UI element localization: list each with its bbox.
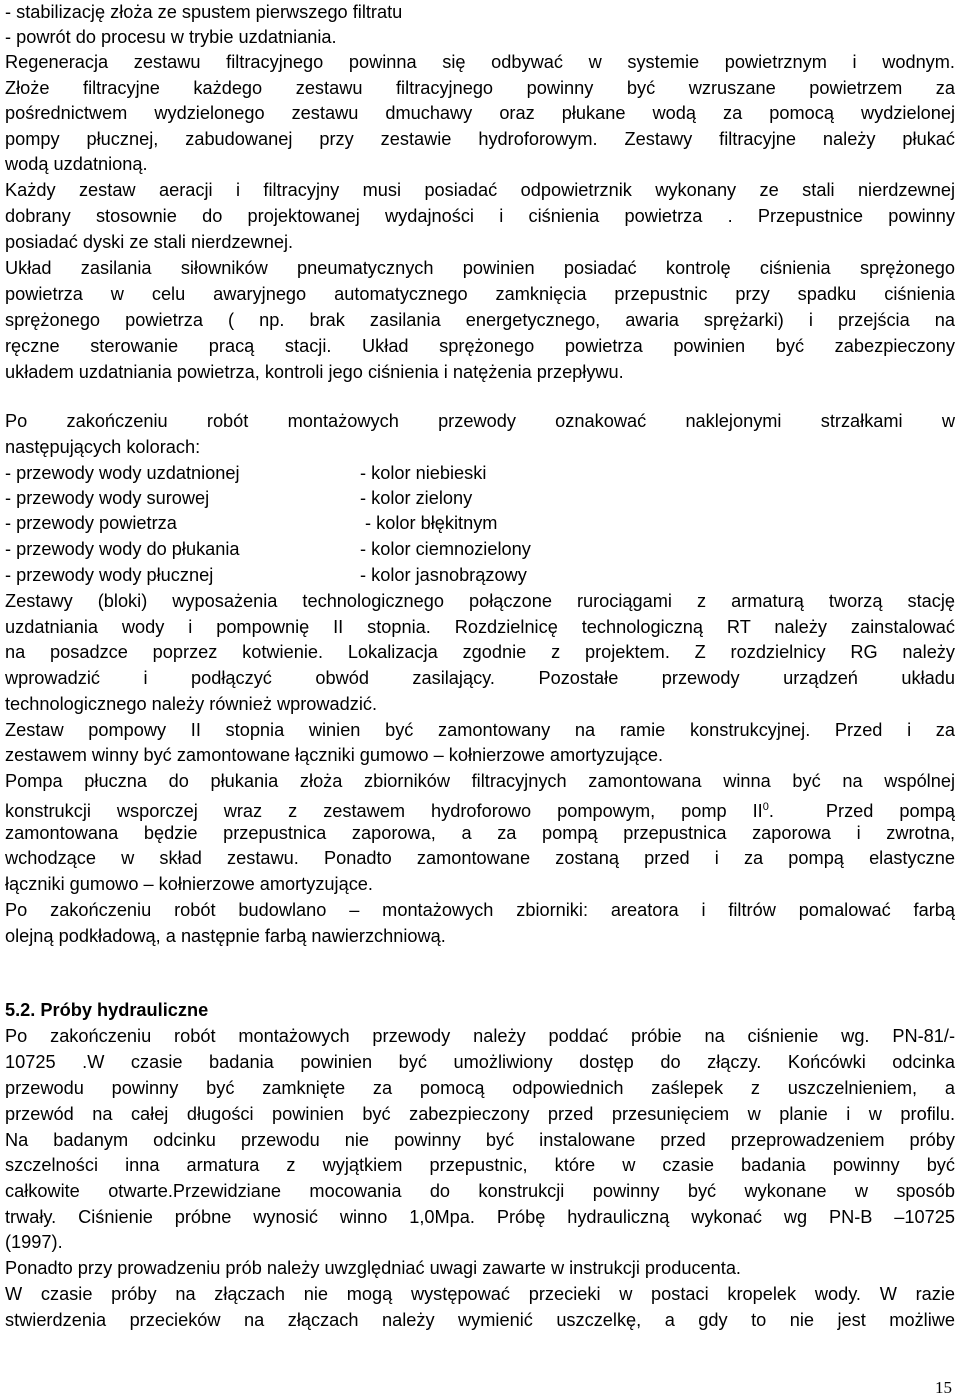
text-line: zamontowana będzie przepustnica zaporowa, a za pompą przepustnica zaporowa i zwrotna,: [5, 823, 955, 843]
section-title: Próby hydrauliczne: [40, 1000, 209, 1020]
section-number: 5.2.: [5, 1000, 36, 1020]
color-list-item: [5, 487, 955, 509]
pipe-color: - kolor błękitnym: [360, 513, 498, 533]
pipe-name: - przewody wody uzdatnionej: [5, 463, 240, 483]
text-line: posiadać dyski ze stali nierdzewnej.: [5, 232, 294, 252]
text-line: łączniki gumowo – kołnierzowe amortyzujące.: [5, 874, 373, 894]
text-line: olejną podkładową, a następnie farbą nawierzchniową.: [5, 926, 446, 946]
text-line: pośrednictwem wydzielonego zestawu dmuchawy oraz płukane wodą za pomocą wydzielonej: [5, 103, 955, 123]
text-line: dobrany stosownie do projektowanej wydajności i ciśnienia powietrza . Przepustnice powinny: [5, 206, 955, 226]
text-line: sprężonego powietrza ( np. brak zasilania energetycznego, awaria sprężarki) i przejścia na: [5, 310, 955, 330]
text-line: przewodu powinny być zamknięte za pomocą odpowiednich zaślepek z uszczelnieniem, a: [5, 1078, 955, 1098]
text-line: Układ zasilania siłowników pneumatycznych powinien posiadać kontrolę ciśnienia sprężonego: [5, 258, 955, 278]
superscript: 0: [762, 801, 769, 813]
pipe-color: - kolor ciemnozielony: [360, 539, 531, 559]
text-line: trwały. Ciśnienie próbne wynosić winno 1,0Mpa. Próbę hydrauliczną wykonać wg PN-B –10725: [5, 1207, 955, 1227]
text-line: - powrót do procesu w trybie uzdatniania.: [5, 27, 337, 47]
text-line: Po zakończeniu robót montażowych przewody oznakować naklejonymi strzałkami w: [5, 411, 955, 431]
pipe-name: - przewody powietrza: [5, 513, 177, 533]
text-line: [5, 796, 955, 822]
text-segment: konstrukcji wsporczej wraz z zestawem hydroforowo pompowym, pomp II: [5, 801, 763, 822]
color-list-item: [5, 512, 955, 534]
text-line: przewód na całej długości powinien być zabezpieczony przed przesunięciem w planie i w profilu.: [5, 1104, 955, 1124]
text-line: Pompa płuczna do płukania złoża zbiorników filtracyjnych zamontowana winna być na wspólnej: [5, 771, 955, 791]
text-line: stwierdzenia przecieków na złączach należy wymienić uszczelkę, a gdy to nie jest możliwe: [5, 1310, 955, 1330]
text-line: następujących kolorach:: [5, 437, 201, 457]
pipe-color: - kolor jasnobrązowy: [360, 565, 527, 585]
text-line: Ponadto przy prowadzeniu prób należy uwzględniać uwagi zawarte w instrukcji producenta.: [5, 1258, 741, 1278]
text-line: zestawem winny być zamontowane łączniki gumowo – kołnierzowe amortyzujące.: [5, 745, 664, 765]
color-list-item: [5, 564, 955, 586]
text-line: Każdy zestaw aeracji i filtracyjny musi posiadać odpowietrznik wykonany ze stali nierdzewnej: [5, 180, 955, 200]
text-line: Po zakończeniu robót montażowych przewody należy poddać próbie na ciśnienie wg. PN-81/-: [5, 1026, 955, 1046]
text-line: uzdatniania wody i pompownię II stopnia. Rozdzielnicę technologiczną RT należy zainstalować: [5, 617, 955, 637]
text-line: pompy płucznej, zabudowanej przy zestawie hydroforowym. Zestawy filtracyjne należy płukać: [5, 129, 955, 149]
pipe-name: - przewody wody surowej: [5, 488, 210, 508]
text-line: na posadzce poprzez kotwienie. Lokalizacja zgodnie z projektem. Z rozdzielnicy RG należy: [5, 642, 955, 662]
section-heading: [5, 999, 955, 1021]
text-line: wchodzące w skład zestawu. Ponadto zamontowane zostaną przed i za pompą elastyczne: [5, 848, 955, 868]
pipe-color: - kolor niebieski: [360, 463, 487, 483]
page-number: 15: [935, 1378, 952, 1397]
text-line: ręczne sterowanie pracą stacji. Układ sprężonego powietrza powinien być zabezpieczony: [5, 336, 955, 356]
text-line: technologicznego należy również wprowadzić.: [5, 694, 378, 714]
text-line: - stabilizację złoża ze spustem pierwszego filtratu: [5, 2, 403, 22]
text-line: powietrza w celu awaryjnego automatycznego zamknięcia przepustnic przy spadku ciśnienia: [5, 284, 955, 304]
pipe-name: - przewody wody do płukania: [5, 539, 240, 559]
text-line: Zestaw pompowy II stopnia winien być zamontowany na ramie konstrukcyjnej. Przed i za: [5, 720, 955, 740]
text-line: (1997).: [5, 1232, 63, 1252]
pipe-color: - kolor zielony: [360, 488, 473, 508]
text-line: Regeneracja zestawu filtracyjnego powinna się odbywać w systemie powietrznym i wodnym.: [5, 52, 955, 72]
text-line: całkowite otwarte.Przewidziane mocowania do konstrukcji powinny być wykonane w sposób: [5, 1181, 955, 1201]
text-line: wprowadzić i podłączyć obwód zasilający. Pozostałe przewody urządzeń układu: [5, 668, 955, 688]
color-list-item: [5, 462, 955, 484]
text-line: 10725 .W czasie badania powinien być umożliwiony dostęp do złączy. Końcówki odcinka: [5, 1052, 955, 1072]
text-line: układem uzdatniania powietrza, kontroli jego ciśnienia i natężenia przepływu.: [5, 362, 624, 382]
text-line: W czasie próby na złączach nie mogą występować przecieki w postaci kropelek wody. W razie: [5, 1284, 955, 1304]
text-line: szczelności inna armatura z wyjątkiem przepustnic, które w czasie badania powinny być: [5, 1155, 955, 1175]
text-line: Złoże filtracyjne każdego zestawu filtracyjnego powinny być wzruszane powietrzem za: [5, 78, 955, 98]
pipe-name: - przewody wody płucznej: [5, 565, 214, 585]
text-line: Po zakończeniu robót budowlano – montażowych zbiorniki: areatora i filtrów pomalować farbą: [5, 900, 955, 920]
text-line: Na badanym odcinku przewodu nie powinny być instalowane przed przeprowadzeniem próby: [5, 1130, 955, 1150]
text-line: wodą uzdatnioną.: [5, 154, 148, 174]
text-segment: . Przed pompą: [768, 801, 955, 822]
color-list-item: [5, 538, 955, 560]
text-line: Zestawy (bloki) wyposażenia technologicznego połączone rurociągami z armaturą tworzą stację: [5, 591, 955, 611]
